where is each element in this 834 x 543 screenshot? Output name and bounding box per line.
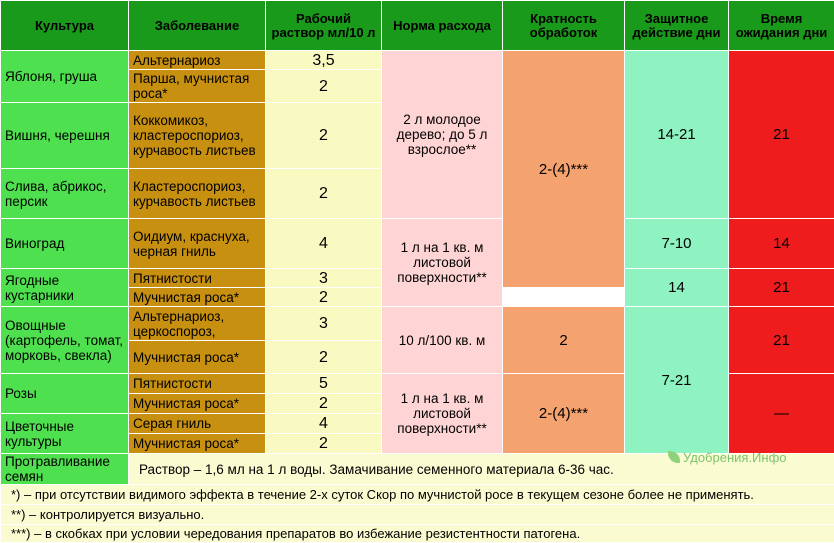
waiting-cell-berry: 21 xyxy=(729,269,834,307)
waiting-cell-roses-flowers: — xyxy=(729,374,834,454)
crop-cell: Овощные (картофель, томат, морковь, свекла) xyxy=(1,307,129,374)
disease-cell: Кластероспориоз, курчавость листьев xyxy=(129,169,266,219)
multiplicity-cell-fruit: 2-(4)*** xyxy=(503,51,625,288)
solution-cell: 5 xyxy=(266,374,382,394)
solution-cell: 2 xyxy=(266,394,382,414)
table-row xyxy=(1,307,834,341)
norm-cell-roses-flowers: 1 л на 1 кв. м листовой поверхности** xyxy=(382,374,503,454)
disease-cell: Оидиум, краснуха, черная гниль xyxy=(129,219,266,269)
header-waiting: Время ожидания дни xyxy=(729,1,834,51)
solution-cell: 3 xyxy=(266,307,382,341)
solution-cell: 2 xyxy=(266,70,382,103)
disease-cell: Коккомикоз, кластероспориоз, курчавость листьев xyxy=(129,103,266,169)
watermark xyxy=(668,450,787,465)
header-crop: Культура xyxy=(1,1,129,51)
norm-cell-vegetables: 10 л/100 кв. м xyxy=(382,307,503,374)
crop-cell: Яблоня, груша xyxy=(1,51,129,103)
solution-cell: 2 xyxy=(266,169,382,219)
waiting-cell-grape: 14 xyxy=(729,219,834,269)
solution-cell: 2 xyxy=(266,103,382,169)
disease-cell: Серая гниль xyxy=(129,414,266,434)
crop-cell: Розы xyxy=(1,374,129,414)
crop-cell: Цветочные культуры xyxy=(1,414,129,454)
protection-cell-fruit: 14-21 xyxy=(625,51,729,219)
footnote-2: **) – контролируется визуально. xyxy=(1,505,834,525)
footnote-row xyxy=(1,505,834,525)
protection-cell-berry: 14 xyxy=(625,269,729,307)
norm-cell-fruit: 2 л молодое дерево; до 5 л взрослое** xyxy=(382,51,503,219)
crop-cell: Виноград xyxy=(1,219,129,269)
header-protection: Защитное действие дни xyxy=(625,1,729,51)
footnote-1: *) – при отсутствии видимого эффекта в течение 2-х суток Скор по мучнистой росе в текущем сезоне более не применять. xyxy=(1,485,834,505)
seed-text: Раствор – 1,6 мл на 1 л воды. Замачивание семенного материала 6-36 час. xyxy=(129,454,834,485)
solution-cell: 3,5 xyxy=(266,51,382,70)
footnote-row xyxy=(1,525,834,543)
watermark-text: Удобрения.Инфо xyxy=(683,450,787,465)
footnote-row xyxy=(1,485,834,505)
waiting-cell-vegetables: 21 xyxy=(729,307,834,374)
disease-cell: Пятнистости xyxy=(129,374,266,394)
disease-cell: Мучнистая роса* xyxy=(129,394,266,414)
footnote-3: ***) – в скобках при условии чередования препаратов во избежание резистентности патогена. xyxy=(1,525,834,543)
header-norm: Норма расхода xyxy=(382,1,503,51)
header-disease: Заболевание xyxy=(129,1,266,51)
solution-cell: 4 xyxy=(266,219,382,269)
disease-cell: Мучнистая роса* xyxy=(129,288,266,307)
solution-cell: 2 xyxy=(266,288,382,307)
disease-cell: Мучнистая роса* xyxy=(129,434,266,454)
disease-cell: Альтернариоз, церкоспороз, xyxy=(129,307,266,341)
disease-cell: Альтернариоз xyxy=(129,51,266,70)
multiplicity-cell-vegetables: 2 xyxy=(503,307,625,374)
header-multiplicity: Кратность обработок xyxy=(503,1,625,51)
table-row xyxy=(1,51,834,70)
disease-cell: Мучнистая роса* xyxy=(129,341,266,374)
norm-cell-grape-berry: 1 л на 1 кв. м листовой поверхности** xyxy=(382,219,503,307)
header-row xyxy=(1,1,834,51)
disease-cell: Парша, мучнистая роса* xyxy=(129,70,266,103)
multiplicity-cell-roses-flowers: 2-(4)*** xyxy=(503,374,625,454)
protection-cell-grape: 7-10 xyxy=(625,219,729,269)
waiting-cell-fruit: 21 xyxy=(729,51,834,219)
solution-cell: 3 xyxy=(266,269,382,288)
table-row xyxy=(1,219,834,269)
crop-cell: Ягодные кустарники xyxy=(1,269,129,307)
leaf-icon xyxy=(668,451,680,463)
crop-cell: Вишня, черешня xyxy=(1,103,129,169)
solution-cell: 2 xyxy=(266,434,382,454)
header-solution: Рабочий раствор мл/10 л xyxy=(266,1,382,51)
protection-cell-veg-flowers: 7-21 xyxy=(625,307,729,454)
crop-cell: Слива, абрикос, персик xyxy=(1,169,129,219)
crop-cell-seed: Протравливание семян xyxy=(1,454,129,485)
solution-cell: 4 xyxy=(266,414,382,434)
disease-cell: Пятнистости xyxy=(129,269,266,288)
solution-cell: 2 xyxy=(266,341,382,374)
